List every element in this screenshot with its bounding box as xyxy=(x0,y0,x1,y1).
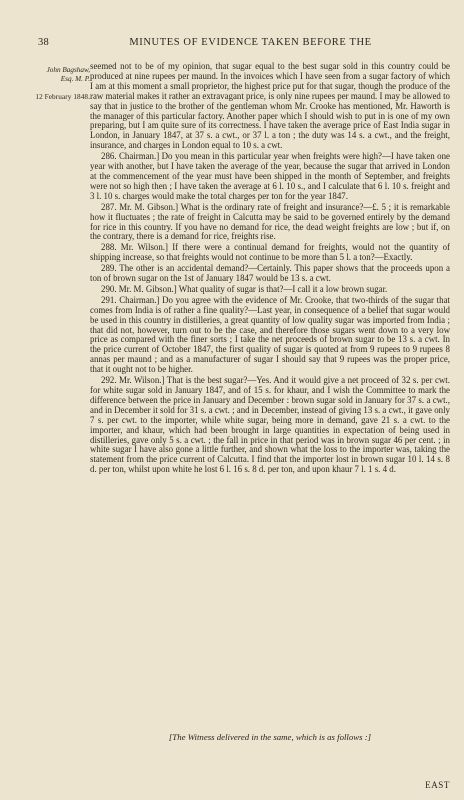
witness-name: John Bagshaw, xyxy=(46,66,90,74)
paragraph-291: 291. Chairman.] Do you agree with the evidence of Mr. Crooke, that two-thirds of the sugar that comes from India is of rather a fine quality?—Last year, in consequence of a belief that sugar would be used in this country in distilleries, a great quantity of low quality sugar was imported from India ; that did not, however, turn out to be the case, and therefore those sugars went down to a very low price as compared with the finer sorts ; I take the net proceeds of brown sugar to be 13 s. a cwt. In the price current of October 1847, the first quality of sugar is quoted at from 9 rupees to 9 rupees 8 annas per maund ; and as a manufacturer of sugar I should say that 9 rupees was the proper price, that it ought not to be higher. xyxy=(90,294,450,375)
paragraph-288: 288. Mr. Wilson.] If there were a continual demand for freights, would not the quantity of shipping increase, so that freights would not continue to be more than 5 l. a ton?—Exactly. xyxy=(90,242,450,263)
running-head: MINUTES OF EVIDENCE TAKEN BEFORE THE xyxy=(129,37,372,48)
paragraph-289: 289. The other is an accidental demand?—Certainly. This paper shows that the proceeds upon a ton of brown sugar on the 1st of January 1847 would be 13 s. a cwt. xyxy=(90,263,450,284)
paragraph: seemed not to be of my opinion, that sugar equal to the best sugar sold in this country could be produced at nine rupees per maund. In the invoices which I have seen from a sugar factory of which I am at this moment a small proprietor, the highest price put for that sugar, though the produce of the raw material makes it rather an extravagant price, is only nine rupees per maund. I may be allowed to say that in justice to the brother of the gentleman whom Mr. Crooke has mentioned, Mr. Haworth is the manager of this particular factory. Another paper which I should wish to put in is one of my own preparing, but I am quite sure of its correctness. I have taken the average price of East India sugar in London, in January 1847, at 37 s. a cwt., or 37 l. a ton ; the duty was 14 s. a cwt., and the freight, insurance, and charges in London equal to 10 s. a cwt. xyxy=(90,61,450,151)
witness-title: Esq. M. P. xyxy=(60,75,90,83)
witness-note: [The Witness delivered in the same, which is as follows :] xyxy=(168,732,372,742)
paragraph-292: 292. Mr. Wilson.] That is the best sugar?—Yes. And it would give a net proceed of 32 s. per cwt. for white sugar sold in January 1847, and of 15 s. for khaur, and I wish the Committee to mark the difference between the price in January and December : brown sugar sold in January for 37 s. a cwt., and in December it sold for 31 s. a cwt. ; and in December, instead of giving 13 s. a cwt., it gave only 7 s. per cwt. to the importer, while white sugar, being more in demand, gave 21 s. a cwt. to the importer, and khaur, which had been brought in large quantities in expectation of being used in distilleries, gave only 5 s. a cwt. ; the fall in price in that period was in brown sugar 46 per cent. ; in white sugar I have also gone a little further, and shown what the loss to the importer was, taking the statement from the price current of Calcutta. I find that the importer lost in brown sugar 10 l. 14 s. 8 d. per ton, whilst upon white he lost 6 l. 16 s. 8 d. per ton, and upon khaur 7 l. 1 s. 4 d. xyxy=(90,375,450,475)
body-text xyxy=(90,62,450,475)
paragraph-287: 287. Mr. M. Gibson.] What is the ordinary rate of freight and insurance?—£. 5 ; it is remarkable how it fluctuates ; the rate of freight in Calcutta may be said to be governed entirely by the demand for rice in this country. If you have no demand for rice, the dead weight freights are low ; but if, on the contrary, there is a demand for rice, freights rise. xyxy=(90,201,450,242)
page-number: 38 xyxy=(38,37,49,48)
margin-notes xyxy=(30,66,90,102)
paragraph-286: 286. Chairman.] Do you mean in this particular year when freights were high?—I have taken one year with another, but I have taken the average of the year, because the sugar that arrived in London at the commencement of the year must have been shipped in the month of September, and freights were not so high then ; I have taken the average at 6 l. 10 s., and I calculate that 6 l. 10 s. freight and 3 l. 10 s. charges would make the total charges per ton for the year 1847. xyxy=(90,151,450,201)
page-header xyxy=(38,37,438,51)
paragraph-290: 290. Mr. M. Gibson.] What quality of sugar is that?—I call it a low brown sugar. xyxy=(101,283,388,294)
evidence-date: 12 February 1848. xyxy=(35,93,90,101)
catchword: EAST xyxy=(425,780,450,790)
